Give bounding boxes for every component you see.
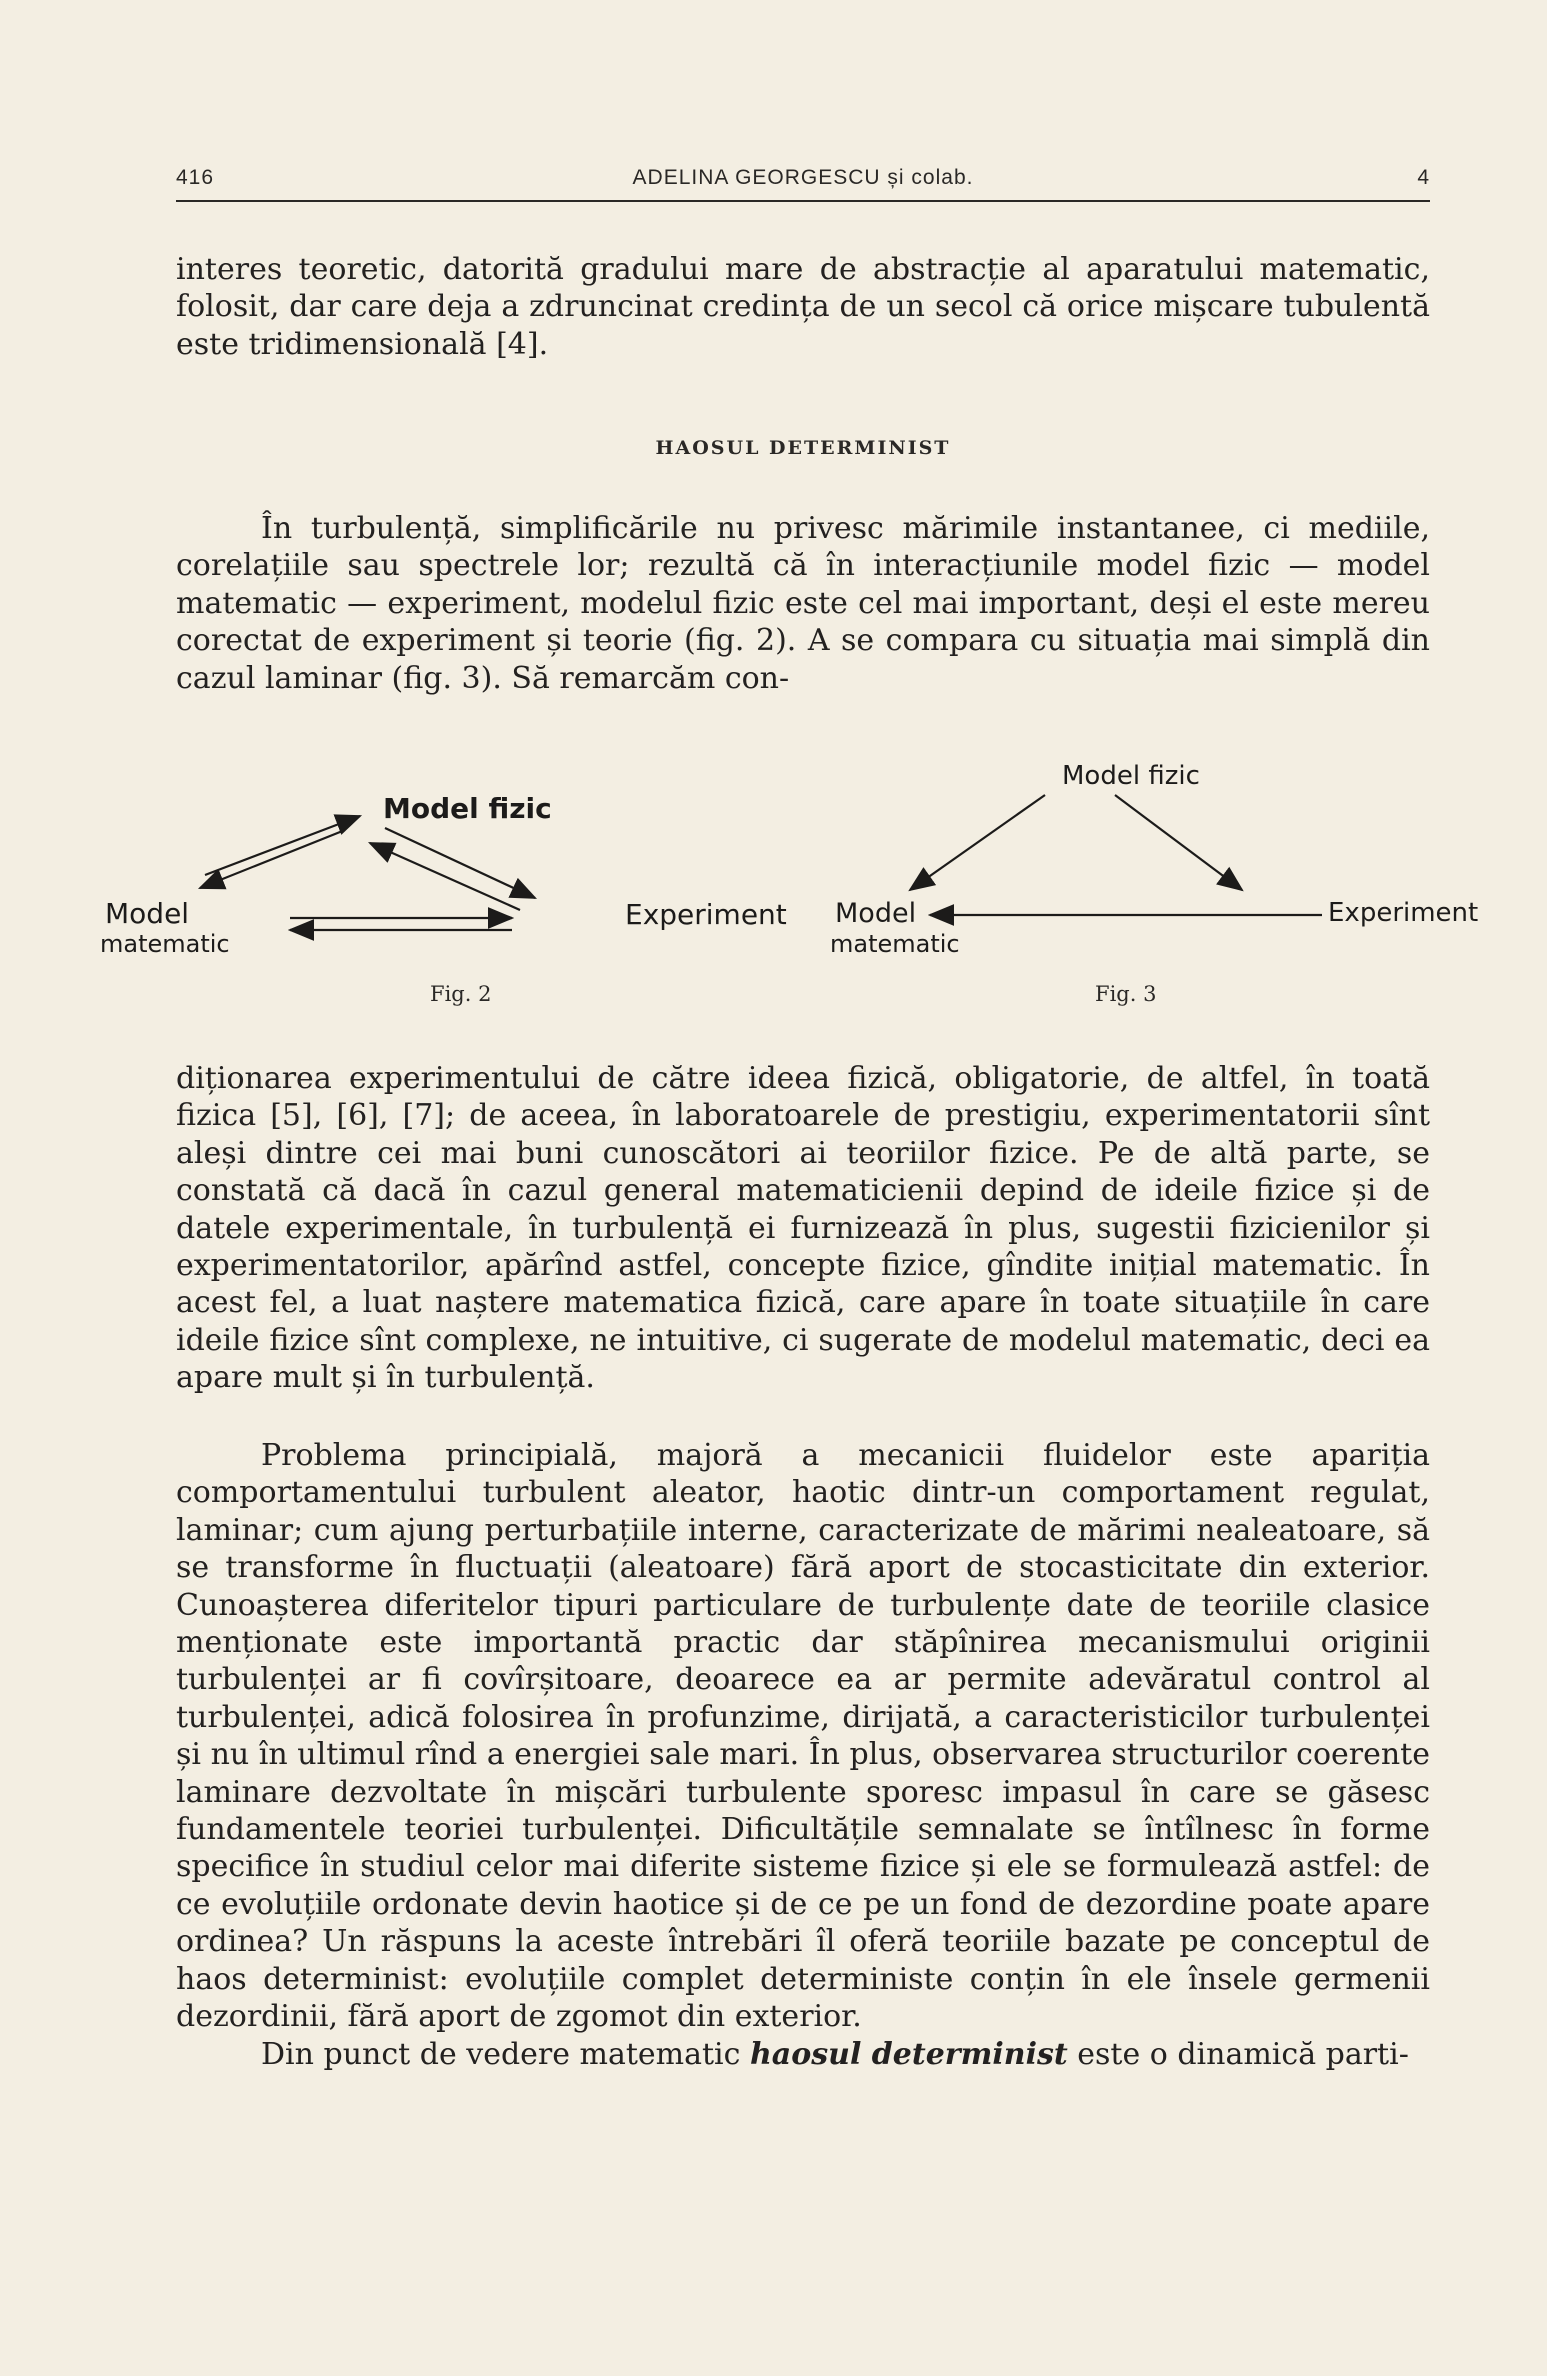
paragraph-3-block: [176, 1437, 1430, 2073]
arrow-fizic-to-matematic-lower: [200, 830, 345, 888]
section-number: 4: [1417, 166, 1430, 189]
paragraph-3: Problema principială, majoră a mecanicii fluidelor este apariția comportamentului turbulent aleator, haotic dintr-un comportament regulat, laminar; cum ajung perturbațiile interne, caracterizate de mărimi nealeatoare, să se transforme în fluctuații (aleatoare) fără aport de stocasticitate din exterior. Cunoașterea diferitelor tipuri particulare de turbulențe date de teoriile clasice menționate este importantă practic dar stăpînirea mecanismului originii turbulenței ar fi covîrșitoare, deoarece ea ar permite adevăratul control al turbulenței, adică folosirea în profunzime, dirijată, a caracteristicilor turbulenței și nu în ultimul rînd a energiei sale mari. În plus, observarea structurilor coerente laminare dezvoltate în mișcări turbulente sporesc impasul în care se găsesc fundamentele teoriei turbulenței. Dificultățile semnalate se întîlnesc în forme specifice în studiul celor mai diferite sisteme fizice și ele se formulează astfel: de ce evoluțiile ordonate devin haotice și de ce pe un fond de dezordine poate apare ordinea? Un răspuns la aceste întrebări îl oferă teoriile bazate pe conceptul de haos determinist: evoluțiile complet deterministe conțin în ele însele germenii dezordinii, fără aport de zgomot din exterior.: [176, 1438, 1430, 2035]
fig3-caption: Fig. 3: [1095, 982, 1157, 1006]
arrow-fizic-to-experiment: [1115, 795, 1242, 890]
arrow-fizic-to-matematic: [910, 795, 1045, 890]
paragraph-2: diționarea experimentului de către ideea fizică, obligatorie, de altfel, în toată fizica [5], [6], [7]; de aceea, în laboratoarele de prestigiu, experimentatorii sînt aleși dintre cei mai buni cunoscători ai teoriilor fizice. Pe de altă parte, se constată că dacă în cazul general matematicienii depind de ideile fizice și de datele experimentale, în turbulență ei furnizează în plus, sugestii fizicienilor și experimentatorilor, apărînd astfel, concepte fizice, gîndite inițial matematic. În acest fel, a luat naștere matematica fizică, care apare în toate situațiile în care ideile fizice sînt complexe, ne intuitive, ci sugerate de modelul matematic, deci ea apare mult și în turbulență.: [176, 1061, 1430, 1396]
fig3-label-matematic: matematic: [830, 930, 960, 958]
arrow-experiment-to-fizic-lower: [370, 843, 520, 910]
fig2-caption: Fig. 2: [430, 982, 492, 1006]
page-header: [176, 162, 1430, 202]
fig3-label-model-fizic: Model fizic: [1062, 761, 1200, 791]
emphasis-haosul-determinist: haosul determinist: [750, 2036, 1068, 2072]
last-line: [176, 2036, 1430, 2073]
figure-3: [830, 755, 1520, 1020]
arrow-fizic-to-experiment-upper: [385, 828, 535, 898]
last-line-before: Din punct de vedere matematic: [261, 2036, 750, 2072]
section-title: HAOSUL DETERMINIST: [655, 437, 951, 459]
running-title: ADELINA GEORGESCU și colab.: [632, 166, 974, 189]
fig2-label-model-fizic: Model fizic: [383, 792, 552, 825]
fig2-label-matematic: matematic: [100, 930, 230, 958]
arrow-matematic-to-fizic-upper: [205, 816, 360, 875]
fig2-label-model: Model: [105, 897, 190, 930]
fig3-label-model: Model: [835, 898, 917, 929]
intro-text-block: [176, 251, 1430, 363]
paragraph-2-block: [176, 1060, 1430, 1397]
intro-paragraph: interes teoretic, datorită gradului mare de abstracție al aparatului matematic, folosit, dar care deja a zdruncinat credința de un secol că orice mișcare tubulentă este tridimensională [4].: [176, 252, 1430, 362]
fig2-label-experiment: Experiment: [625, 898, 787, 931]
paragraph-1-block: [176, 510, 1430, 697]
paragraph-1: În turbulență, simplificările nu privesc mărimile instantanee, ci mediile, corelațiile sau spectrele lor; rezultă că în interacțiunile model fizic — model matematic — experiment, modelul fizic este cel mai important, deși el este mereu corectat de experiment și teorie (fig. 2). A se compara cu situația mai simplă din cazul laminar (fig. 3). Să remarcăm con-: [176, 511, 1430, 696]
page-number: 416: [176, 166, 215, 189]
figure-3-arrows: [830, 755, 1520, 1020]
figure-2: [100, 770, 800, 1020]
last-line-after: este o dinamică parti-: [1067, 2036, 1409, 2072]
fig3-label-experiment: Experiment: [1328, 898, 1479, 928]
